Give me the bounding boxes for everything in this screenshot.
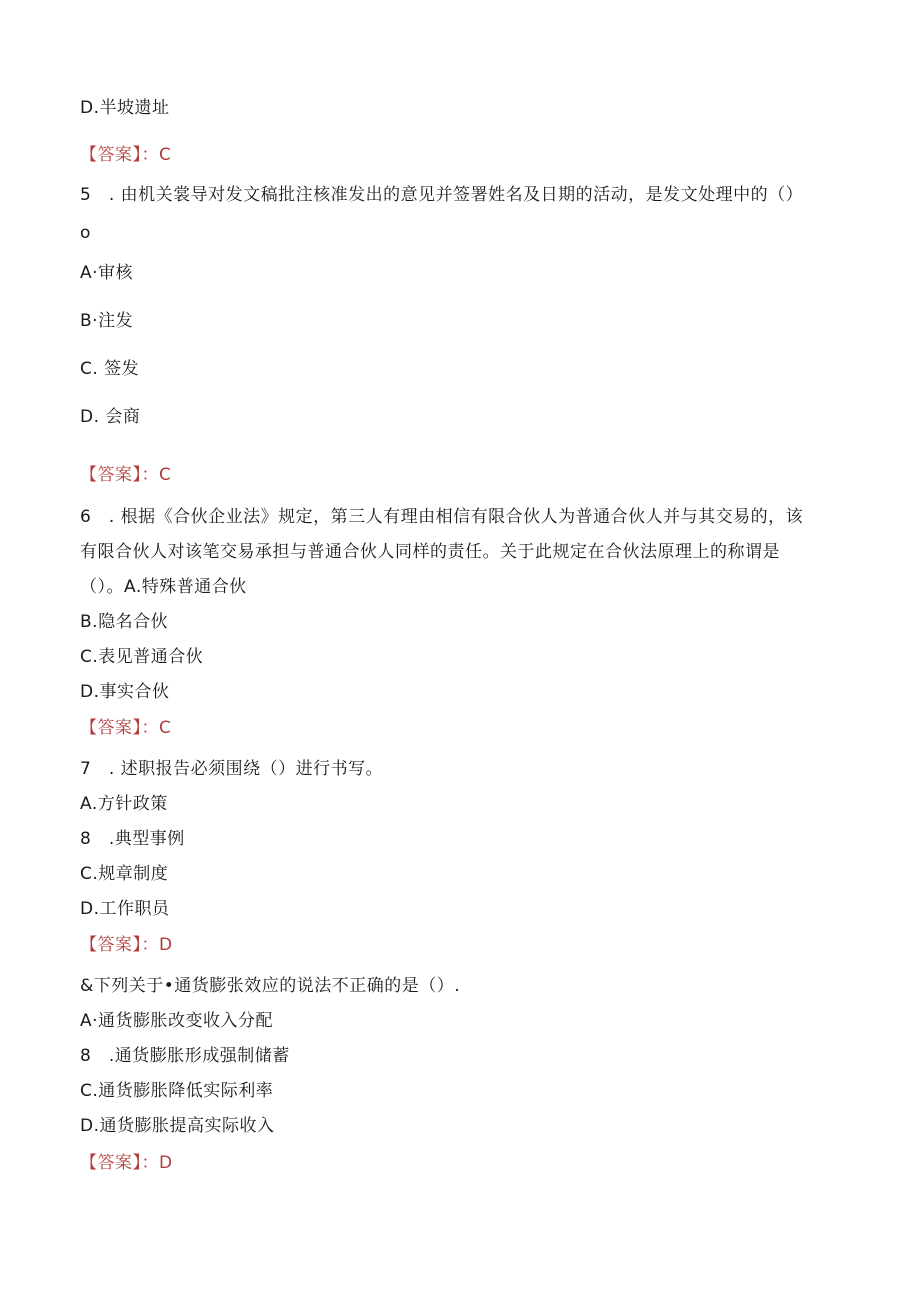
option-b-q8: 8 .通货膨胀形成强制储蓄 (80, 1046, 290, 1066)
answer-q6: 【答案】：C (80, 718, 172, 738)
option-c-q5: C. 签发 (80, 359, 140, 379)
answer-q4: 【答案】：C (80, 145, 172, 165)
answer-q7: 【答案】：D (80, 935, 173, 955)
option-d-q7: D.工作职员 (80, 899, 170, 919)
option-a-q8: A·通货膨胀改变收入分配 (80, 1011, 274, 1031)
option-b-q6: B.隐名合伙 (80, 612, 169, 632)
question-6-line-1: 6 . 根据《合伙企业法》规定，第三人有理由相信有限合伙人为普通合伙人并与其交易的，该 (80, 507, 804, 527)
option-b-q5: B·注发 (80, 311, 134, 331)
answer-q8: 【答案】：D (80, 1153, 173, 1173)
question-8: &下列关于•通货膨张效应的说法不正确的是（）. (80, 976, 461, 996)
option-b-q7: 8 .典型事例 (80, 829, 185, 849)
option-a-q7: A.方针政策 (80, 794, 168, 814)
question-7: 7 . 述职报告必须围绕（）进行书写。 (80, 759, 384, 779)
question-5-line-1: 5 . 由机关裳导对发文稿批注核准发出的意见并签署姓名及日期的活动，是发文处理中的（） (80, 185, 804, 205)
option-d-q8: D.通货膨胀提高实际收入 (80, 1116, 275, 1136)
answer-q5: 【答案】：C (80, 465, 172, 485)
option-c-q7: C.规章制度 (80, 864, 169, 884)
question-6-line-2: 有限合伙人对该笔交易承担与普通合伙人同样的责任。关于此规定在合伙法原理上的称谓是 (80, 542, 780, 562)
option-c-q6: C.表见普通合伙 (80, 647, 204, 667)
option-a-q5: A·审核 (80, 263, 134, 283)
option-d-q6: D.事实合伙 (80, 682, 170, 702)
question-5-line-2: o (80, 223, 91, 243)
option-d-q4: D.半坡遗址 (80, 98, 170, 118)
option-c-q8: C.通货膨胀降低实际利率 (80, 1081, 274, 1101)
option-d-q5: D. 会商 (80, 407, 141, 427)
question-6-line-3: （）。A.特殊普通合伙 (80, 577, 247, 597)
